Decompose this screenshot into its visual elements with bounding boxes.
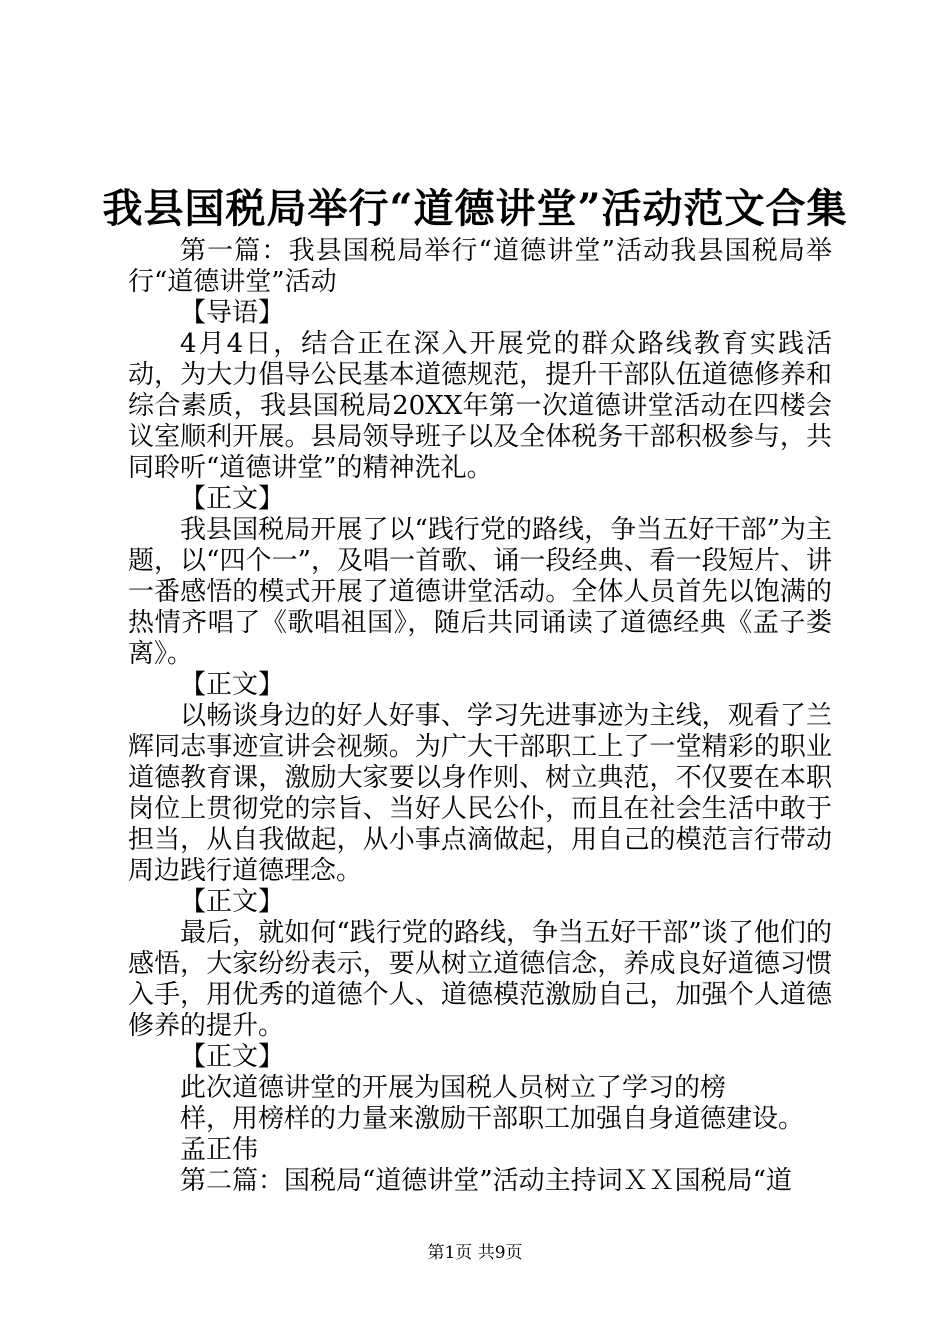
- paragraph-main-2: 以畅谈身边的好人好事、学习先进事迹为主线，观看了兰辉同志事迹宣讲会视频。为广大干部职工上了一堂精彩的职业道德教育课，激励大家要以身作则、树立典范，不仅要在本职岗位上贯彻党的宗旨、当好人民公仆，而且在社会生活中敢于担当，从自我做起，从小事点滴做起，用自己的模范言行带动周边践行道德理念。: [128, 701, 832, 886]
- author-name: 孟正伟: [180, 1135, 259, 1165]
- section-label-intro: 【导语】: [180, 298, 285, 328]
- paragraph-main-4-line-1: 此次道德讲堂的开展为国税人员树立了学习的榜: [180, 1073, 727, 1103]
- paragraph-part-two-heading: 第二篇：国税局“道德讲堂”活动主持词ＸＸ国税局“道: [180, 1166, 792, 1196]
- page-title: 我县国税局举行“道德讲堂”活动范文合集: [102, 185, 848, 232]
- section-label-main-1: 【正文】: [180, 484, 285, 514]
- paragraph-main-3: 最后，就如何“践行党的路线，争当五好干部”谈了他们的感悟，大家纷纷表示，要从树立道德信念，养成良好道德习惯入手，用优秀的道德个人、道德模范激励自己，加强个人道德修养的提升。: [128, 918, 832, 1041]
- paragraph-part-one-heading: 第一篇：我县国税局举行“道德讲堂”活动我县国税局举行“道德讲堂”活动: [128, 236, 832, 297]
- section-label-main-2: 【正文】: [180, 670, 285, 700]
- page-footer: 第1页 共9页: [427, 1243, 523, 1263]
- section-label-main-3: 【正文】: [180, 887, 285, 917]
- paragraph-main-4-line-2: 样，用榜样的力量来激励干部职工加强自身道德建设。: [180, 1104, 805, 1134]
- paragraph-main-1: 我县国税局开展了以“践行党的路线，争当五好干部”为主题，以“四个一”，及唱一首歌、诵一段经典、看一段短片、讲一番感悟的模式开展了道德讲堂活动。全体人员首先以饱满的热情齐唱了《歌唱祖国》，随后共同诵读了道德经典《孟子娄离》。: [128, 515, 832, 669]
- paragraph-intro: 4月4日，结合正在深入开展党的群众路线教育实践活动，为大力倡导公民基本道德规范，提升干部队伍道德修养和综合素质，我县国税局20XX年第一次道德讲堂活动在四楼会议室顺利开展。县局领导班子以及全体税务干部积极参与，共同聆听“道德讲堂”的精神洗礼。: [128, 329, 832, 483]
- document-body: [128, 236, 832, 1197]
- section-label-main-4: 【正文】: [180, 1042, 285, 1072]
